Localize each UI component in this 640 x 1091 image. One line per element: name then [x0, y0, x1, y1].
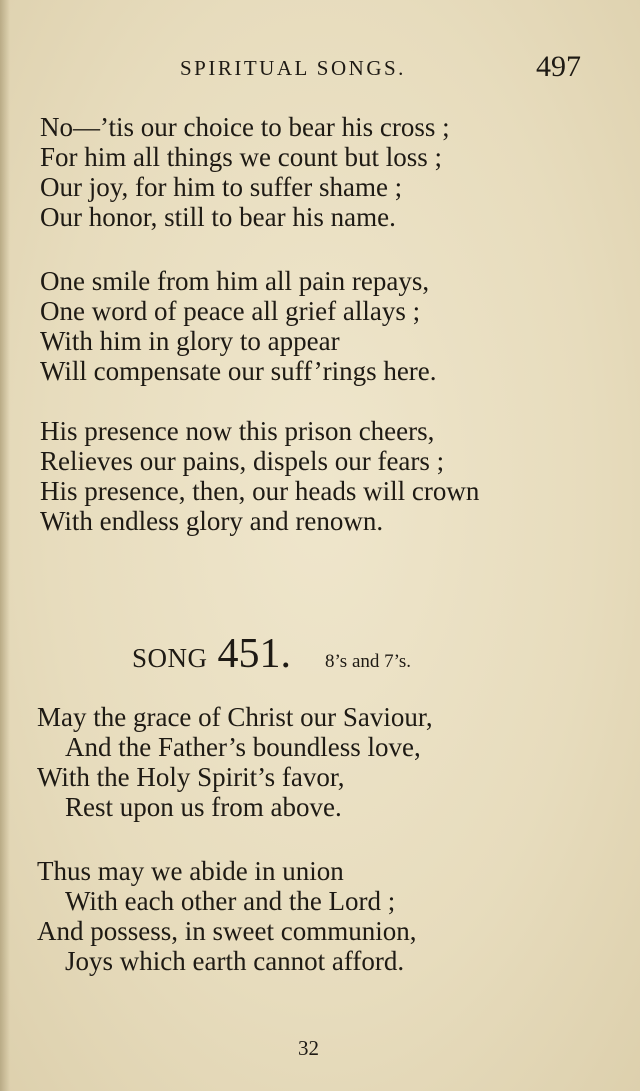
verse-line: Joys which earth cannot afford.	[65, 946, 405, 976]
verse-line: May the grace of Christ our Saviour,	[37, 702, 433, 732]
verse-line: With the Holy Spirit’s favor,	[37, 762, 345, 792]
verse-line: Thus may we abide in union	[37, 856, 344, 886]
page-edge-shadow	[0, 0, 10, 1091]
verse-line: Will compensate our suff’rings here.	[40, 356, 437, 386]
verse-line: For him all things we count but loss ;	[40, 142, 442, 172]
song-heading	[132, 630, 411, 678]
verse-line: And the Father’s boundless love,	[65, 732, 421, 762]
song-meter: 8’s and 7’s.	[325, 651, 412, 672]
verse-line: And possess, in sweet communion,	[37, 916, 417, 946]
stanza	[37, 702, 433, 822]
verse-line: His presence now this prison cheers,	[40, 416, 435, 446]
verse-line: One word of peace all grief allays ;	[40, 296, 421, 326]
verse-line: With each other and the Lord ;	[65, 886, 396, 916]
stanza	[37, 856, 416, 976]
verse-line: One smile from him all pain repays,	[40, 266, 430, 296]
page-number: 497	[536, 50, 581, 83]
verse-line: Rest upon us from above.	[65, 792, 342, 822]
verse-line: Our joy, for him to suffer shame ;	[40, 172, 403, 202]
verse-line: His presence, then, our heads will crown	[40, 476, 480, 506]
stanza	[40, 112, 450, 232]
verse-line: With endless glory and renown.	[40, 506, 384, 536]
song-number: 451.	[217, 631, 292, 677]
verse-line: Our honor, still to bear his name.	[40, 202, 396, 232]
verse-line: No—’tis our choice to bear his cross ;	[40, 112, 450, 142]
verse-line: With him in glory to appear	[40, 326, 340, 356]
verse-line: Relieves our pains, dispels our fears ;	[40, 446, 445, 476]
running-header: SPIRITUAL SONGS.	[180, 56, 406, 80]
song-label: SONG	[132, 643, 208, 673]
stanza	[40, 416, 479, 536]
stanza	[40, 266, 437, 386]
signature-mark: 32	[298, 1036, 319, 1060]
